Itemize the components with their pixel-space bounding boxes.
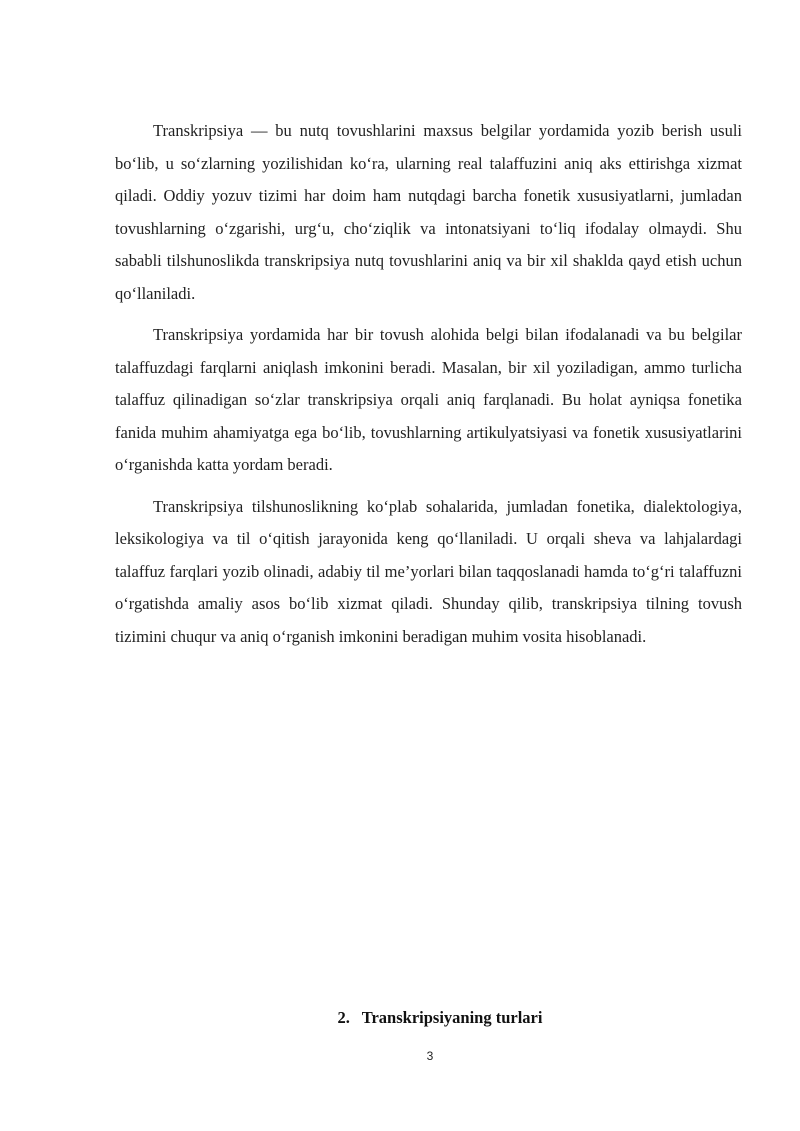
section-heading xyxy=(0,1002,800,1034)
paragraph-3: Transkripsiya tilshunoslikning ko‘plab sohalarida, jumladan fonetika, dialektologiya, leksikologiya va til o‘qitish jarayonida keng qo‘llaniladi. U orqali sheva va lahjalardagi talaffuz farqlari yozib olinadi, adabiy til me’yorlari bilan taqqoslanadi hamda to‘g‘ri talaffuzni o‘rgatishda amaliy asos bo‘lib xizmat qiladi. Shunday qilib, transkripsiya tilning tovush tizimini chuqur va aniq o‘rganish imkonini beradigan muhim vosita hisoblanadi. xyxy=(115,496,742,646)
page-number: 3 xyxy=(426,1049,434,1063)
section-number: 2. xyxy=(337,1008,350,1027)
paragraph-1: Transkripsiya — bu nutq tovushlarini maxsus belgilar yordamida yozib berish usuli bo‘lib, u so‘zlarning yozilishidan ko‘ra, ularning real talaffuzini aniq aks ettirishga xizmat qiladi. Oddiy yozuv tizimi har doim ham nutqdagi barcha fonetik xususiyatlarni, jumladan tovushlarning o‘zgarishi, urg‘u, cho‘ziqlik va intonatsiyani to‘liq ifodalay olmaydi. Shu sababli tilshunoslikda transkripsiya nutq tovushlarini aniq va bir xil shaklda qayd etish uchun qo‘llaniladi. xyxy=(115,121,742,303)
paragraph-2: Transkripsiya yordamida har bir tovush alohida belgi bilan ifodalanadi va bu belgilar talaffuzdagi farqlarni aniqlash imkonini beradi. Masalan, bir xil yoziladigan, ammo turlicha talaffuz qilinadigan so‘zlar transkripsiya orqali aniq farqlanadi. Bu holat ayniqsa fonetika fanida muhim ahamiyatga ega bo‘lib, tovushlarning artikulyatsiyasi va fonetik xususiyatlarini o‘rganishda katta yordam beradi. xyxy=(115,325,742,474)
document-body xyxy=(115,115,742,662)
section-title: Transkripsiyaning turlari xyxy=(361,1008,543,1027)
